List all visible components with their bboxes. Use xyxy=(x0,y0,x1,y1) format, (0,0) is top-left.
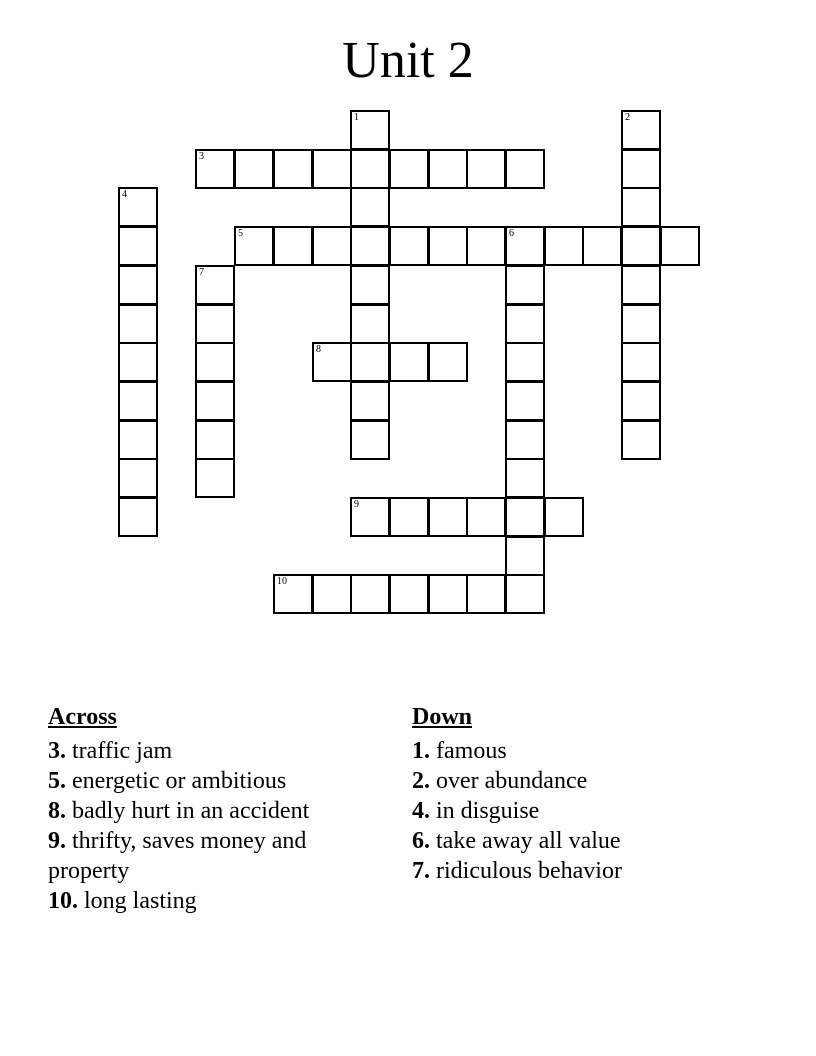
grid-cell[interactable] xyxy=(621,304,661,344)
grid-cell[interactable] xyxy=(466,226,506,266)
grid-cell[interactable] xyxy=(389,497,429,537)
clue-number: 10. xyxy=(48,888,78,914)
grid-cell[interactable] xyxy=(389,149,429,189)
clue-down-4 xyxy=(412,796,742,826)
grid-cell[interactable] xyxy=(505,381,545,421)
grid-cell[interactable] xyxy=(350,226,390,266)
grid-cell[interactable] xyxy=(505,574,545,614)
clue-number-label: 6 xyxy=(509,228,514,239)
grid-cell[interactable] xyxy=(350,420,390,460)
grid-cell[interactable] xyxy=(505,304,545,344)
grid-cell[interactable] xyxy=(428,574,468,614)
grid-cell[interactable] xyxy=(273,226,313,266)
clue-down-2 xyxy=(412,766,742,796)
grid-cell[interactable] xyxy=(621,149,661,189)
down-heading: Down xyxy=(412,704,473,730)
grid-cell[interactable] xyxy=(505,265,545,305)
grid-cell[interactable] xyxy=(118,381,158,421)
clue-across-5 xyxy=(48,766,378,796)
clue-across-10 xyxy=(48,886,378,916)
grid-cell[interactable] xyxy=(505,226,545,266)
grid-cell[interactable] xyxy=(660,226,700,266)
grid-cell[interactable] xyxy=(195,420,235,460)
grid-cell[interactable] xyxy=(621,265,661,305)
page-title: Unit 2 xyxy=(342,32,474,89)
grid-cell[interactable] xyxy=(621,187,661,227)
across-heading: Across xyxy=(48,704,117,730)
grid-cell[interactable] xyxy=(195,458,235,498)
across-clues xyxy=(48,702,378,916)
grid-cell[interactable] xyxy=(350,497,390,537)
clue-number-label: 10 xyxy=(277,576,287,587)
grid-cell[interactable] xyxy=(118,226,158,266)
grid-cell[interactable] xyxy=(195,149,235,189)
grid-cell[interactable] xyxy=(118,497,158,537)
grid-cell[interactable] xyxy=(428,149,468,189)
grid-cell[interactable] xyxy=(428,497,468,537)
grid-cell[interactable] xyxy=(582,226,622,266)
clue-number-label: 3 xyxy=(199,151,204,162)
grid-cell[interactable] xyxy=(195,304,235,344)
down-clues xyxy=(412,702,742,886)
grid-cell[interactable] xyxy=(350,110,390,150)
grid-cell[interactable] xyxy=(505,149,545,189)
clue-across-3 xyxy=(48,736,378,766)
clue-text: long lasting xyxy=(84,888,197,914)
grid-cell[interactable] xyxy=(312,149,352,189)
grid-cell[interactable] xyxy=(389,226,429,266)
grid-cell[interactable] xyxy=(273,574,313,614)
grid-cell[interactable] xyxy=(234,149,274,189)
grid-cell[interactable] xyxy=(505,342,545,382)
grid-cell[interactable] xyxy=(312,574,352,614)
clue-text: traffic jam xyxy=(72,738,173,764)
grid-cell[interactable] xyxy=(466,574,506,614)
grid-cell[interactable] xyxy=(118,304,158,344)
grid-cell[interactable] xyxy=(195,381,235,421)
clue-number-label: 9 xyxy=(354,499,359,510)
clue-number-label: 2 xyxy=(625,112,630,123)
clue-text: thrifty, saves money and property xyxy=(48,828,307,884)
grid-cell[interactable] xyxy=(621,342,661,382)
grid-cell[interactable] xyxy=(544,497,584,537)
clue-number: 8. xyxy=(48,798,66,824)
clue-number-label: 1 xyxy=(354,112,359,123)
clue-number: 3. xyxy=(48,738,66,764)
grid-cell[interactable] xyxy=(350,187,390,227)
grid-cell[interactable] xyxy=(505,536,545,576)
grid-cell[interactable] xyxy=(621,381,661,421)
clue-number: 4. xyxy=(412,798,430,824)
clue-number: 1. xyxy=(412,738,430,764)
clue-across-9 xyxy=(48,826,378,886)
grid-cell[interactable] xyxy=(621,110,661,150)
grid-cell[interactable] xyxy=(312,226,352,266)
grid-cell[interactable] xyxy=(428,342,468,382)
grid-cell[interactable] xyxy=(350,265,390,305)
grid-cell[interactable] xyxy=(350,149,390,189)
grid-cell[interactable] xyxy=(505,458,545,498)
grid-cell[interactable] xyxy=(621,420,661,460)
grid-cell[interactable] xyxy=(350,342,390,382)
clue-number: 2. xyxy=(412,768,430,794)
grid-cell[interactable] xyxy=(389,342,429,382)
grid-cell[interactable] xyxy=(350,574,390,614)
clue-down-1 xyxy=(412,736,742,766)
clue-number-label: 7 xyxy=(199,267,204,278)
clue-number-label: 8 xyxy=(316,344,321,355)
clue-number: 5. xyxy=(48,768,66,794)
grid-cell[interactable] xyxy=(118,187,158,227)
grid-cell[interactable] xyxy=(118,342,158,382)
grid-cell[interactable] xyxy=(466,149,506,189)
clue-text: over abundance xyxy=(436,768,588,794)
grid-cell[interactable] xyxy=(195,342,235,382)
grid-cell[interactable] xyxy=(389,574,429,614)
grid-cell[interactable] xyxy=(312,342,352,382)
clue-across-8 xyxy=(48,796,378,826)
clue-text: take away all value xyxy=(436,828,621,854)
clue-number-label: 4 xyxy=(122,189,127,200)
grid-cell[interactable] xyxy=(505,497,545,537)
clue-text: badly hurt in an accident xyxy=(72,798,310,824)
grid-cell[interactable] xyxy=(195,265,235,305)
clue-down-6 xyxy=(412,826,742,856)
grid-cell[interactable] xyxy=(118,420,158,460)
grid-cell[interactable] xyxy=(273,149,313,189)
grid-cell[interactable] xyxy=(505,420,545,460)
grid-cell[interactable] xyxy=(118,265,158,305)
clue-down-7 xyxy=(412,856,742,886)
clue-number: 7. xyxy=(412,858,430,884)
grid-cell[interactable] xyxy=(428,226,468,266)
grid-cell[interactable] xyxy=(621,226,661,266)
grid-cell[interactable] xyxy=(466,497,506,537)
clue-number: 6. xyxy=(412,828,430,854)
clue-text: ridiculous behavior xyxy=(436,858,622,884)
clue-text: in disguise xyxy=(436,798,540,824)
clue-number-label: 5 xyxy=(238,228,243,239)
grid-cell[interactable] xyxy=(350,381,390,421)
grid-cell[interactable] xyxy=(234,226,274,266)
clue-text: famous xyxy=(436,738,507,764)
grid-cell[interactable] xyxy=(544,226,584,266)
clue-number: 9. xyxy=(48,828,66,854)
clue-text: energetic or ambitious xyxy=(72,768,287,794)
grid-cell[interactable] xyxy=(118,458,158,498)
grid-cell[interactable] xyxy=(350,304,390,344)
